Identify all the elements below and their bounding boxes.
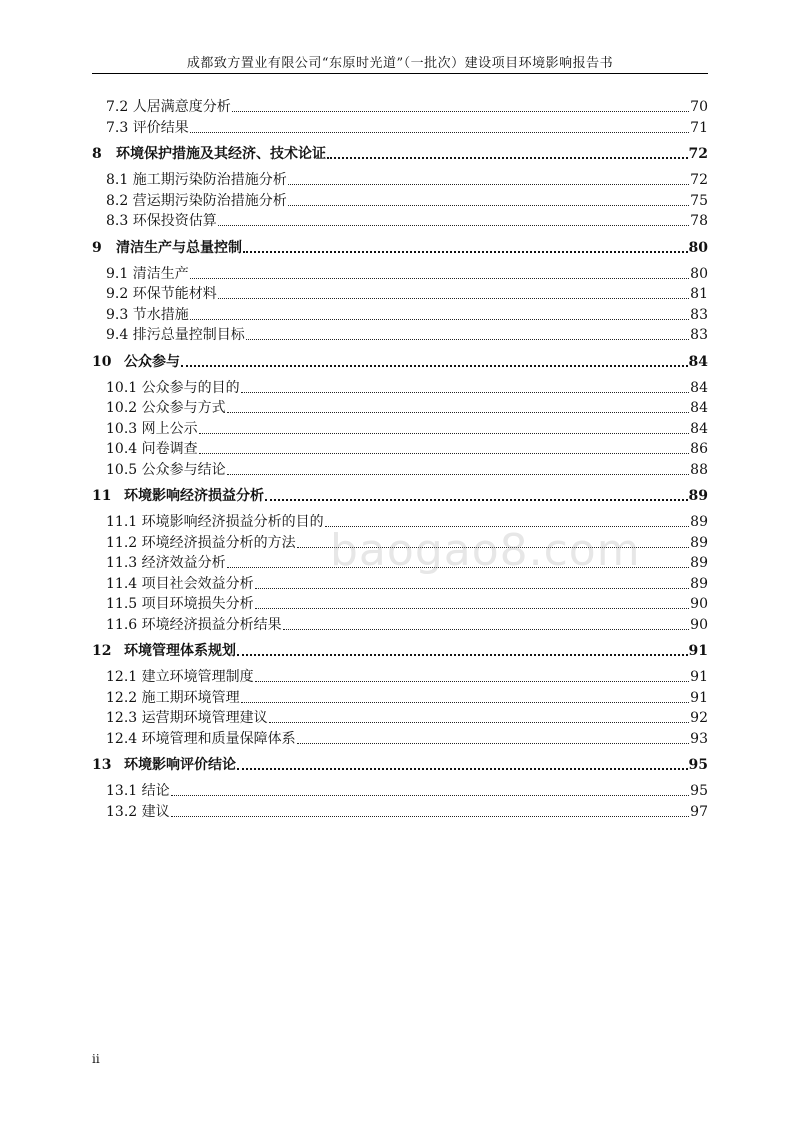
toc-entry-page: 89 bbox=[690, 555, 708, 571]
toc-entry-label bbox=[92, 212, 217, 230]
toc-entry-label bbox=[92, 326, 245, 344]
toc-entry-page: 83 bbox=[690, 306, 708, 323]
toc-entry-page: 89 bbox=[688, 488, 708, 504]
toc-entry-number: 12.2 bbox=[106, 689, 138, 706]
page-number: ii bbox=[92, 1052, 100, 1066]
toc-entry-label bbox=[92, 98, 231, 116]
toc-entry-title: 公众参与方式 bbox=[137, 400, 226, 416]
toc-entry-title: 项目社会效益分析 bbox=[137, 575, 254, 592]
toc-chapter-entry[interactable] bbox=[92, 237, 708, 257]
toc-entry-number: 12.3 bbox=[106, 710, 138, 726]
toc-chapter-entry[interactable] bbox=[92, 754, 708, 774]
dot-leader bbox=[237, 654, 688, 656]
toc-entry-page: 70 bbox=[690, 99, 708, 115]
toc-entry-number: 11.5 bbox=[106, 596, 138, 612]
toc-entry-title: 环境经济损益分析的方法 bbox=[137, 534, 296, 551]
dot-leader bbox=[269, 722, 690, 723]
dot-leader bbox=[246, 339, 689, 340]
toc-section-entry[interactable] bbox=[92, 593, 708, 613]
toc-entry-title: 问卷调查 bbox=[137, 441, 198, 457]
toc-section-entry[interactable] bbox=[92, 263, 708, 283]
toc-entry-title: 建立环境管理制度 bbox=[137, 669, 254, 685]
toc-entry-title: 公众参与的目的 bbox=[137, 379, 240, 396]
dot-leader bbox=[227, 474, 690, 475]
toc-section-entry[interactable] bbox=[92, 169, 708, 189]
dot-leader bbox=[241, 702, 690, 703]
toc-entry-number: 9.2 bbox=[106, 286, 129, 302]
toc-entry-number: 11.6 bbox=[106, 616, 138, 633]
toc-section-entry[interactable] bbox=[92, 190, 708, 210]
toc-entry-number: 10.1 bbox=[106, 379, 138, 396]
toc-entry-page: 90 bbox=[690, 596, 708, 612]
toc-entry-label bbox=[92, 265, 189, 283]
toc-entry-page: 91 bbox=[690, 669, 708, 685]
toc-section-entry[interactable] bbox=[92, 459, 708, 479]
toc-entry-page: 72 bbox=[690, 172, 708, 188]
toc-entry-number: 11 bbox=[92, 488, 112, 504]
toc-entry-number: 10 bbox=[92, 353, 112, 370]
toc-entry-number: 10.4 bbox=[106, 441, 138, 457]
toc-entry-page: 91 bbox=[688, 643, 708, 659]
toc-entry-page: 81 bbox=[690, 286, 708, 302]
toc-section-entry[interactable] bbox=[92, 614, 708, 634]
toc-entry-title: 环境影响经济损益分析的目的 bbox=[137, 514, 324, 530]
dot-leader bbox=[243, 251, 688, 253]
toc-entry-title: 环境管理体系规划 bbox=[124, 643, 236, 659]
toc-entry-number: 11.1 bbox=[106, 514, 138, 530]
toc-entry-title: 营运期污染防治措施分析 bbox=[128, 192, 287, 209]
running-header: 成都致方置业有限公司“东原时光道”（一批次）建设项目环境影响报告书 bbox=[186, 56, 614, 71]
toc-section-entry[interactable] bbox=[92, 418, 708, 438]
toc-entry-page: 86 bbox=[690, 441, 708, 457]
toc-entry-label bbox=[92, 192, 287, 210]
toc-entry-label bbox=[92, 379, 240, 397]
toc-entry-label bbox=[92, 171, 287, 189]
dot-leader bbox=[288, 205, 689, 206]
toc-entry-title: 公众参与结论 bbox=[137, 461, 226, 478]
toc-entry-title: 环保投资估算 bbox=[128, 213, 217, 229]
toc-entry-number: 10.5 bbox=[106, 461, 138, 478]
toc-entry-label bbox=[92, 730, 296, 748]
watermark: baogao8.com bbox=[330, 525, 641, 576]
toc-entry-number: 9.3 bbox=[106, 306, 129, 323]
toc-entry-title: 施工期污染防治措施分析 bbox=[128, 172, 287, 188]
toc-entry-title: 环境管理和质量保障体系 bbox=[137, 730, 296, 747]
toc-entry-number: 10.3 bbox=[106, 420, 138, 437]
toc-entry-title: 施工期环境管理 bbox=[137, 689, 240, 706]
dot-leader bbox=[218, 298, 689, 299]
dot-leader bbox=[327, 157, 688, 159]
dot-leader bbox=[171, 816, 690, 817]
toc-entry-label bbox=[92, 534, 296, 552]
toc-entry-label bbox=[92, 709, 268, 727]
toc-entry-title: 环境影响评价结论 bbox=[124, 757, 236, 773]
dot-leader bbox=[255, 681, 690, 682]
toc-entry-page: 97 bbox=[690, 803, 708, 820]
toc-section-entry[interactable] bbox=[92, 117, 708, 137]
toc-entry-number: 13.2 bbox=[106, 803, 138, 820]
toc-entry-page: 89 bbox=[690, 514, 708, 530]
toc-entry-number: 7.3 bbox=[106, 119, 129, 136]
toc-chapter-entry[interactable] bbox=[92, 485, 708, 505]
toc-section-entry[interactable] bbox=[92, 780, 708, 800]
toc-entry-page: 83 bbox=[690, 327, 708, 343]
toc-entry-label bbox=[92, 420, 198, 438]
toc-entry-title: 公众参与 bbox=[124, 353, 180, 370]
toc-entry-page: 78 bbox=[690, 213, 708, 229]
toc-section-entry[interactable] bbox=[92, 728, 708, 748]
toc-entry-number: 8.2 bbox=[106, 192, 129, 209]
toc-entry-page: 80 bbox=[688, 239, 708, 256]
toc-section-entry[interactable] bbox=[92, 666, 708, 686]
toc-entry-number: 9.1 bbox=[106, 265, 129, 282]
dot-leader bbox=[283, 629, 690, 630]
toc-chapter-entry[interactable] bbox=[92, 640, 708, 660]
toc-entry-label bbox=[92, 440, 198, 458]
dot-leader bbox=[227, 412, 690, 413]
toc-section-entry[interactable] bbox=[92, 96, 708, 116]
toc-entry-page: 84 bbox=[690, 420, 708, 437]
toc-entry-page: 84 bbox=[688, 353, 708, 370]
toc-entry-title: 环境保护措施及其经济、技术论证 bbox=[116, 146, 326, 162]
toc-entry-label bbox=[92, 145, 326, 163]
toc-section-entry[interactable] bbox=[92, 377, 708, 397]
toc-entry-page: 95 bbox=[690, 783, 708, 799]
toc-entry-label bbox=[92, 803, 170, 821]
toc-chapter-entry[interactable] bbox=[92, 143, 708, 163]
toc-entry-label bbox=[92, 306, 189, 324]
toc-entry-page: 80 bbox=[690, 265, 708, 282]
toc-entry-title: 运营期环境管理建议 bbox=[137, 710, 268, 726]
toc-entry-page: 92 bbox=[690, 710, 708, 726]
toc-entry-title: 清洁生产 bbox=[128, 265, 189, 282]
toc-section-entry[interactable] bbox=[92, 283, 708, 303]
dot-leader bbox=[232, 111, 689, 112]
dot-leader bbox=[241, 392, 690, 393]
toc-entry-label bbox=[92, 575, 254, 593]
toc-section-entry[interactable] bbox=[92, 304, 708, 324]
dot-leader bbox=[190, 278, 689, 279]
dot-leader bbox=[218, 225, 689, 226]
toc-entry-label bbox=[92, 513, 324, 531]
toc-entry-page: 75 bbox=[690, 192, 708, 209]
toc-entry-title: 经济效益分析 bbox=[137, 555, 226, 571]
dot-leader bbox=[237, 768, 688, 770]
toc-section-entry[interactable] bbox=[92, 687, 708, 707]
toc-entry-label bbox=[92, 782, 170, 800]
toc-entry-label bbox=[92, 239, 242, 257]
dot-leader bbox=[265, 499, 688, 501]
dot-leader bbox=[190, 132, 689, 133]
toc-entry-title: 建议 bbox=[137, 803, 170, 820]
toc-entry-label bbox=[92, 595, 254, 613]
toc-entry-title: 人居满意度分析 bbox=[128, 99, 231, 115]
toc-entry-page: 90 bbox=[690, 616, 708, 633]
dot-leader bbox=[199, 433, 690, 434]
toc-entry-number: 12.4 bbox=[106, 730, 138, 747]
toc-entry-label bbox=[92, 399, 226, 417]
toc-entry-label bbox=[92, 689, 240, 707]
dot-leader bbox=[297, 743, 690, 744]
toc-entry-title: 结论 bbox=[137, 783, 170, 799]
header-rule bbox=[92, 73, 708, 74]
toc-entry-label bbox=[92, 119, 189, 137]
toc-entry-number: 8 bbox=[92, 146, 102, 162]
toc-entry-page: 93 bbox=[690, 730, 708, 747]
toc-section-entry[interactable] bbox=[92, 801, 708, 821]
toc-entry-label bbox=[92, 668, 254, 686]
toc-entry-number: 7.2 bbox=[106, 99, 129, 115]
dot-leader bbox=[255, 608, 690, 609]
toc-section-entry[interactable] bbox=[92, 707, 708, 727]
toc-entry-number: 9.4 bbox=[106, 327, 129, 343]
toc-entry-label bbox=[92, 461, 226, 479]
toc-entry-number: 11.4 bbox=[106, 575, 138, 592]
toc-section-entry[interactable] bbox=[92, 210, 708, 230]
toc-entry-number: 11.2 bbox=[106, 534, 138, 551]
toc-entry-title: 环境影响经济损益分析 bbox=[124, 488, 264, 504]
toc-entry-page: 84 bbox=[690, 379, 708, 396]
toc-entry-number: 12.1 bbox=[106, 669, 138, 685]
toc-entry-page: 89 bbox=[690, 534, 708, 551]
toc-entry-number: 13 bbox=[92, 757, 112, 773]
toc-entry-label bbox=[92, 554, 226, 572]
toc-entry-page: 91 bbox=[690, 689, 708, 706]
toc-entry-title: 环保节能材料 bbox=[128, 286, 217, 302]
toc-section-entry[interactable] bbox=[92, 438, 708, 458]
dot-leader bbox=[181, 365, 688, 367]
toc-entry-title: 环境经济损益分析结果 bbox=[137, 616, 282, 633]
dot-leader bbox=[199, 453, 690, 454]
toc-section-entry[interactable] bbox=[92, 397, 708, 417]
toc-entry-number: 11.3 bbox=[106, 555, 138, 571]
toc-entry-label bbox=[92, 353, 180, 371]
toc-entry-page: 95 bbox=[688, 757, 708, 773]
toc-entry-label bbox=[92, 285, 217, 303]
toc-entry-number: 10.2 bbox=[106, 400, 138, 416]
toc-entry-label bbox=[92, 642, 236, 660]
toc-entry-number: 12 bbox=[92, 643, 112, 659]
toc-entry-page: 89 bbox=[690, 575, 708, 592]
dot-leader bbox=[288, 184, 689, 185]
dot-leader bbox=[171, 795, 690, 796]
dot-leader bbox=[255, 588, 690, 589]
toc-entry-title: 项目环境损失分析 bbox=[137, 596, 254, 612]
toc-entry-title: 清洁生产与总量控制 bbox=[116, 239, 242, 256]
toc-entry-number: 8.3 bbox=[106, 213, 129, 229]
toc-entry-page: 84 bbox=[690, 400, 708, 416]
toc-entry-title: 网上公示 bbox=[137, 420, 198, 437]
toc-entry-title: 节水措施 bbox=[128, 306, 189, 323]
toc-entry-label bbox=[92, 756, 236, 774]
toc-entry-number: 8.1 bbox=[106, 172, 129, 188]
toc-entry-number: 9 bbox=[92, 239, 102, 256]
toc-entry-label bbox=[92, 487, 264, 505]
toc-chapter-entry[interactable] bbox=[92, 351, 708, 371]
toc-entry-label bbox=[92, 616, 282, 634]
dot-leader bbox=[190, 319, 689, 320]
toc-section-entry[interactable] bbox=[92, 324, 708, 344]
toc-entry-page: 72 bbox=[688, 146, 708, 162]
toc-entry-page: 71 bbox=[690, 119, 708, 136]
toc-entry-title: 排污总量控制目标 bbox=[128, 327, 245, 343]
toc-entry-title: 评价结果 bbox=[128, 119, 189, 136]
toc-entry-page: 88 bbox=[690, 461, 708, 478]
toc-entry-number: 13.1 bbox=[106, 783, 138, 799]
